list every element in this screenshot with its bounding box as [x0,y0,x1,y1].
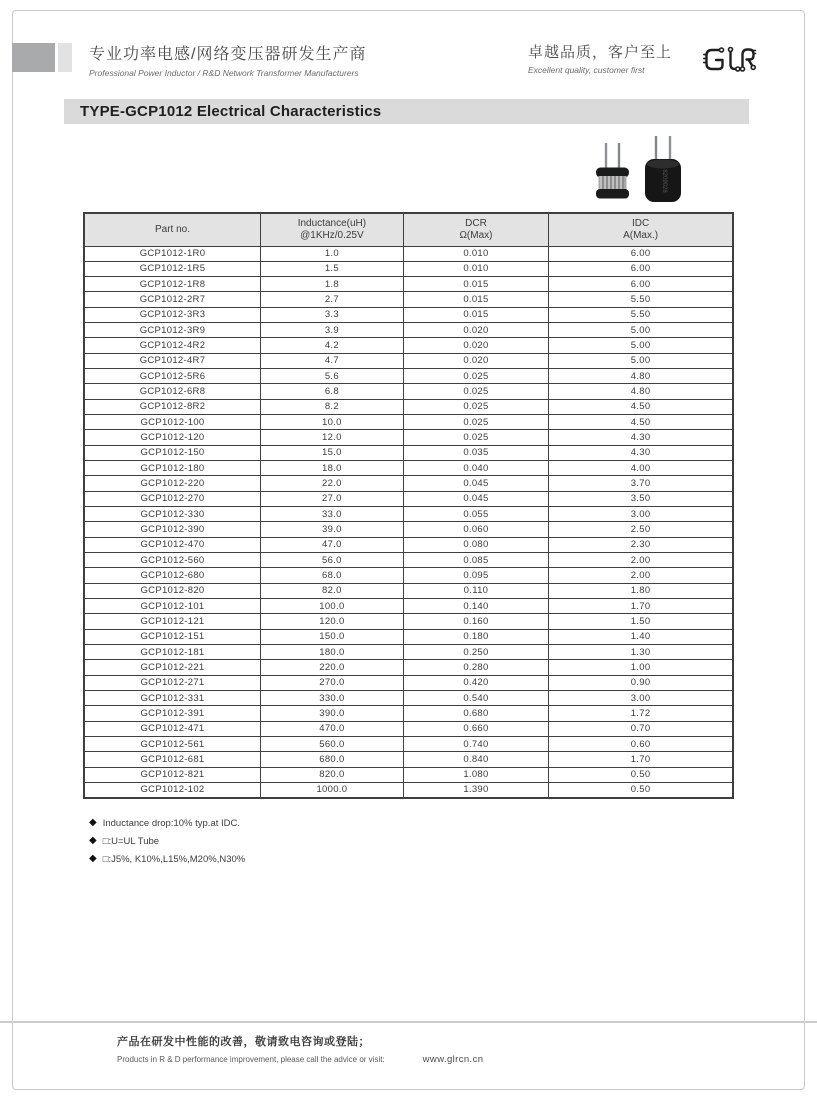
table-cell: 6.00 [549,277,733,292]
table-cell: GCP1012-681 [84,752,261,767]
table-row [84,553,733,568]
table-cell: 6.00 [549,261,733,276]
table-cell: 0.250 [403,645,548,660]
table-cell: 2.00 [549,553,733,568]
table-cell: 12.0 [261,430,404,445]
slogan-en: Excellent quality, customer first [528,65,645,75]
table-cell: 33.0 [261,507,404,522]
table-cell: 0.010 [403,261,548,276]
table-cell: GCP1012-4R7 [84,353,261,368]
table-cell: 1.8 [261,277,404,292]
table-cell: 0.160 [403,614,548,629]
company-slogan [528,41,672,75]
table-row [84,323,733,338]
table-cell: 560.0 [261,737,404,752]
table-cell: 0.025 [403,415,548,430]
section-title: TYPE-GCP1012 Electrical Characteristics [80,103,382,120]
table-cell: 2.00 [549,568,733,583]
table-cell: 1.70 [549,599,733,614]
table-cell: GCP1012-120 [84,430,261,445]
table-row [84,737,733,752]
table-cell: GCP1012-390 [84,522,261,537]
table-row [84,461,733,476]
table-cell: GCP1012-391 [84,706,261,721]
table-cell: GCP1012-561 [84,737,261,752]
table-row [84,307,733,322]
table-cell: GCP1012-181 [84,645,261,660]
company-header [89,41,366,78]
table-cell: GCP1012-151 [84,629,261,644]
table-cell: 270.0 [261,675,404,690]
table-cell: GCP1012-470 [84,537,261,552]
table-row [84,430,733,445]
table-cell: 0.020 [403,353,548,368]
table-cell: 27.0 [261,491,404,506]
table-row [84,645,733,660]
table-cell: GCP1012-3R9 [84,323,261,338]
table-cell: 22.0 [261,476,404,491]
table-cell: GCP1012-150 [84,445,261,460]
column-header-part-no: Part no. [84,213,261,246]
table-cell: 330.0 [261,691,404,706]
table-cell: 0.50 [549,782,733,797]
table-cell: 0.045 [403,491,548,506]
table-cell: 820.0 [261,767,404,782]
note-text: □:U=UL Tube [102,835,160,847]
table-row [84,522,733,537]
column-header-dcr: DCR Ω(Max) [403,213,548,246]
table-cell: GCP1012-5R6 [84,369,261,384]
table-cell: 3.70 [549,476,733,491]
table-row [84,721,733,736]
table-cell: 1.80 [549,583,733,598]
table-cell: 4.80 [549,369,733,384]
table-cell: 0.025 [403,399,548,414]
table-cell: 0.095 [403,568,548,583]
table-cell: 1.30 [549,645,733,660]
table-cell: 4.7 [261,353,404,368]
table-cell: 6.00 [549,246,733,261]
table-cell: 4.30 [549,445,733,460]
table-header-row [84,213,733,246]
table-cell: 0.055 [403,507,548,522]
table-cell: 0.740 [403,737,548,752]
table-cell: 6.8 [261,384,404,399]
table-cell: 8.2 [261,399,404,414]
company-name-en: Professional Power Inductor / R&D Network Transformer Manufacturers [89,68,359,78]
table-cell: 47.0 [261,537,404,552]
table-cell: 0.420 [403,675,548,690]
table-cell: GCP1012-121 [84,614,261,629]
table-cell: 0.840 [403,752,548,767]
slogan-zh: 卓越品质，客户至上 [528,44,673,61]
table-cell: GCP1012-3R3 [84,307,261,322]
table-cell: 470.0 [261,721,404,736]
footer-note-en: Products in R & D performance improvement, please call the advice or visit: [117,1055,385,1064]
table-row [84,614,733,629]
table-row [84,353,733,368]
table-cell: 0.140 [403,599,548,614]
table-cell: 5.50 [549,307,733,322]
table-cell: 4.30 [549,430,733,445]
table-cell: 5.00 [549,338,733,353]
footer-note-zh: 产品在研发中性能的改善，敬请致电咨询或登陆； [117,1036,370,1048]
header-accent-square-light [58,43,72,72]
column-header-inductance: Inductance(uH) @1KHz/0.25V [261,213,404,246]
table-row [84,491,733,506]
table-cell: 3.50 [549,491,733,506]
table-row [84,292,733,307]
table-row [84,568,733,583]
table-cell: 4.80 [549,384,733,399]
table-cell: 1.40 [549,629,733,644]
table-cell: 0.025 [403,430,548,445]
table-cell: 150.0 [261,629,404,644]
table-cell: 0.180 [403,629,548,644]
table-cell: 0.60 [549,737,733,752]
table-cell: 0.90 [549,675,733,690]
table-row [84,675,733,690]
table-cell: 5.50 [549,292,733,307]
table-row [84,261,733,276]
table-cell: 3.00 [549,507,733,522]
table-cell: 1.5 [261,261,404,276]
table-cell: GCP1012-1R8 [84,277,261,292]
header-accent-square-dark [12,43,55,72]
table-row [84,537,733,552]
table-cell: 0.50 [549,767,733,782]
table-cell: 5.6 [261,369,404,384]
table-cell: 0.025 [403,369,548,384]
table-cell: 4.2 [261,338,404,353]
company-name-zh: 专业功率电感/网络变压器研发生产商 [89,46,367,63]
table-cell: GCP1012-180 [84,461,261,476]
table-row [84,782,733,797]
table-cell: GCP1012-820 [84,583,261,598]
table-cell: 0.035 [403,445,548,460]
column-header-idc: IDC A(Max.) [549,213,733,246]
table-row [84,445,733,460]
table-cell: GCP1012-821 [84,767,261,782]
table-cell: GCP1012-8R2 [84,399,261,414]
section-title-bar [64,99,749,124]
table-cell: 0.045 [403,476,548,491]
table-cell: 0.060 [403,522,548,537]
table-cell: 0.020 [403,323,548,338]
table-row [84,277,733,292]
footer-website: www.glrcn.cn [422,1054,484,1065]
table-row [84,476,733,491]
table-cell: 2.30 [549,537,733,552]
table-row [84,507,733,522]
glr-logo-icon [700,43,757,77]
table-cell: 0.085 [403,553,548,568]
table-cell: 0.280 [403,660,548,675]
table-cell: 0.020 [403,338,548,353]
table-cell: 2.50 [549,522,733,537]
table-row [84,691,733,706]
table-cell: 0.70 [549,721,733,736]
table-cell: 15.0 [261,445,404,460]
table-cell: GCP1012-100 [84,415,261,430]
table-cell: 4.50 [549,415,733,430]
notes-list [89,814,245,868]
table-row [84,706,733,721]
table-cell: GCP1012-270 [84,491,261,506]
table-cell: GCP1012-1R5 [84,261,261,276]
table-row [84,415,733,430]
table-row [84,384,733,399]
table-cell: 10.0 [261,415,404,430]
table-cell: 0.080 [403,537,548,552]
table-cell: GCP1012-102 [84,782,261,797]
table-row [84,660,733,675]
table-cell: 3.3 [261,307,404,322]
table-cell: 0.015 [403,307,548,322]
table-cell: 0.010 [403,246,548,261]
table-cell: 390.0 [261,706,404,721]
table-cell: 0.040 [403,461,548,476]
table-cell: 100.0 [261,599,404,614]
table-cell: GCP1012-6R8 [84,384,261,399]
table-cell: 0.540 [403,691,548,706]
note-item [89,814,245,832]
table-cell: GCP1012-471 [84,721,261,736]
table-cell: GCP1012-680 [84,568,261,583]
electrical-characteristics-table [83,212,734,799]
table-cell: GCP1012-560 [84,553,261,568]
table-cell: 1.72 [549,706,733,721]
table-row [84,246,733,261]
table-cell: 56.0 [261,553,404,568]
table-cell: GCP1012-221 [84,660,261,675]
footer-divider [0,1021,817,1023]
inductor-photo-black-sleeve [642,133,684,210]
table-cell: 5.00 [549,353,733,368]
table-row [84,399,733,414]
table-row [84,599,733,614]
table-cell: 120.0 [261,614,404,629]
diamond-bullet-icon: ◆ [89,835,97,846]
table-cell: 220.0 [261,660,404,675]
table-cell: 0.660 [403,721,548,736]
table-row [84,752,733,767]
note-item [89,832,245,850]
table-row [84,583,733,598]
diamond-bullet-icon: ◆ [89,817,97,828]
table-cell: 39.0 [261,522,404,537]
table-cell: 0.015 [403,277,548,292]
table-cell: 680.0 [261,752,404,767]
table-row [84,338,733,353]
table-cell: 82.0 [261,583,404,598]
table-row [84,629,733,644]
note-text: □:J5%, K10%,L15%,M20%,N30% [102,853,246,865]
table-cell: 3.9 [261,323,404,338]
table-cell: 180.0 [261,645,404,660]
table-row [84,369,733,384]
table-cell: GCP1012-101 [84,599,261,614]
table-cell: 0.680 [403,706,548,721]
table-cell: 1.00 [549,660,733,675]
table-cell: 68.0 [261,568,404,583]
footer [117,1033,483,1065]
table-cell: 1.390 [403,782,548,797]
inductor-marking: 8209028 [661,169,667,193]
table-cell: 0.015 [403,292,548,307]
table-cell: 4.50 [549,399,733,414]
table-cell: 1.70 [549,752,733,767]
table-body [84,246,733,798]
note-item [89,850,245,868]
table-cell: GCP1012-331 [84,691,261,706]
table-cell: 1000.0 [261,782,404,797]
table-cell: 1.0 [261,246,404,261]
table-cell: 0.025 [403,384,548,399]
diamond-bullet-icon: ◆ [89,853,97,864]
table-cell: GCP1012-220 [84,476,261,491]
table-cell: 0.110 [403,583,548,598]
table-cell: 1.080 [403,767,548,782]
table-cell: 2.7 [261,292,404,307]
table-cell: GCP1012-4R2 [84,338,261,353]
table-cell: GCP1012-2R7 [84,292,261,307]
table-cell: 1.50 [549,614,733,629]
table-cell: 18.0 [261,461,404,476]
note-text: Inductance drop:10% typ.at IDC. [102,817,241,829]
table-cell: GCP1012-271 [84,675,261,690]
table-cell: GCP1012-1R0 [84,246,261,261]
inductor-photo-exposed-winding [594,140,632,205]
table-cell: 5.00 [549,323,733,338]
table-cell: 3.00 [549,691,733,706]
table-cell: 4.00 [549,461,733,476]
table-row [84,767,733,782]
table-cell: GCP1012-330 [84,507,261,522]
